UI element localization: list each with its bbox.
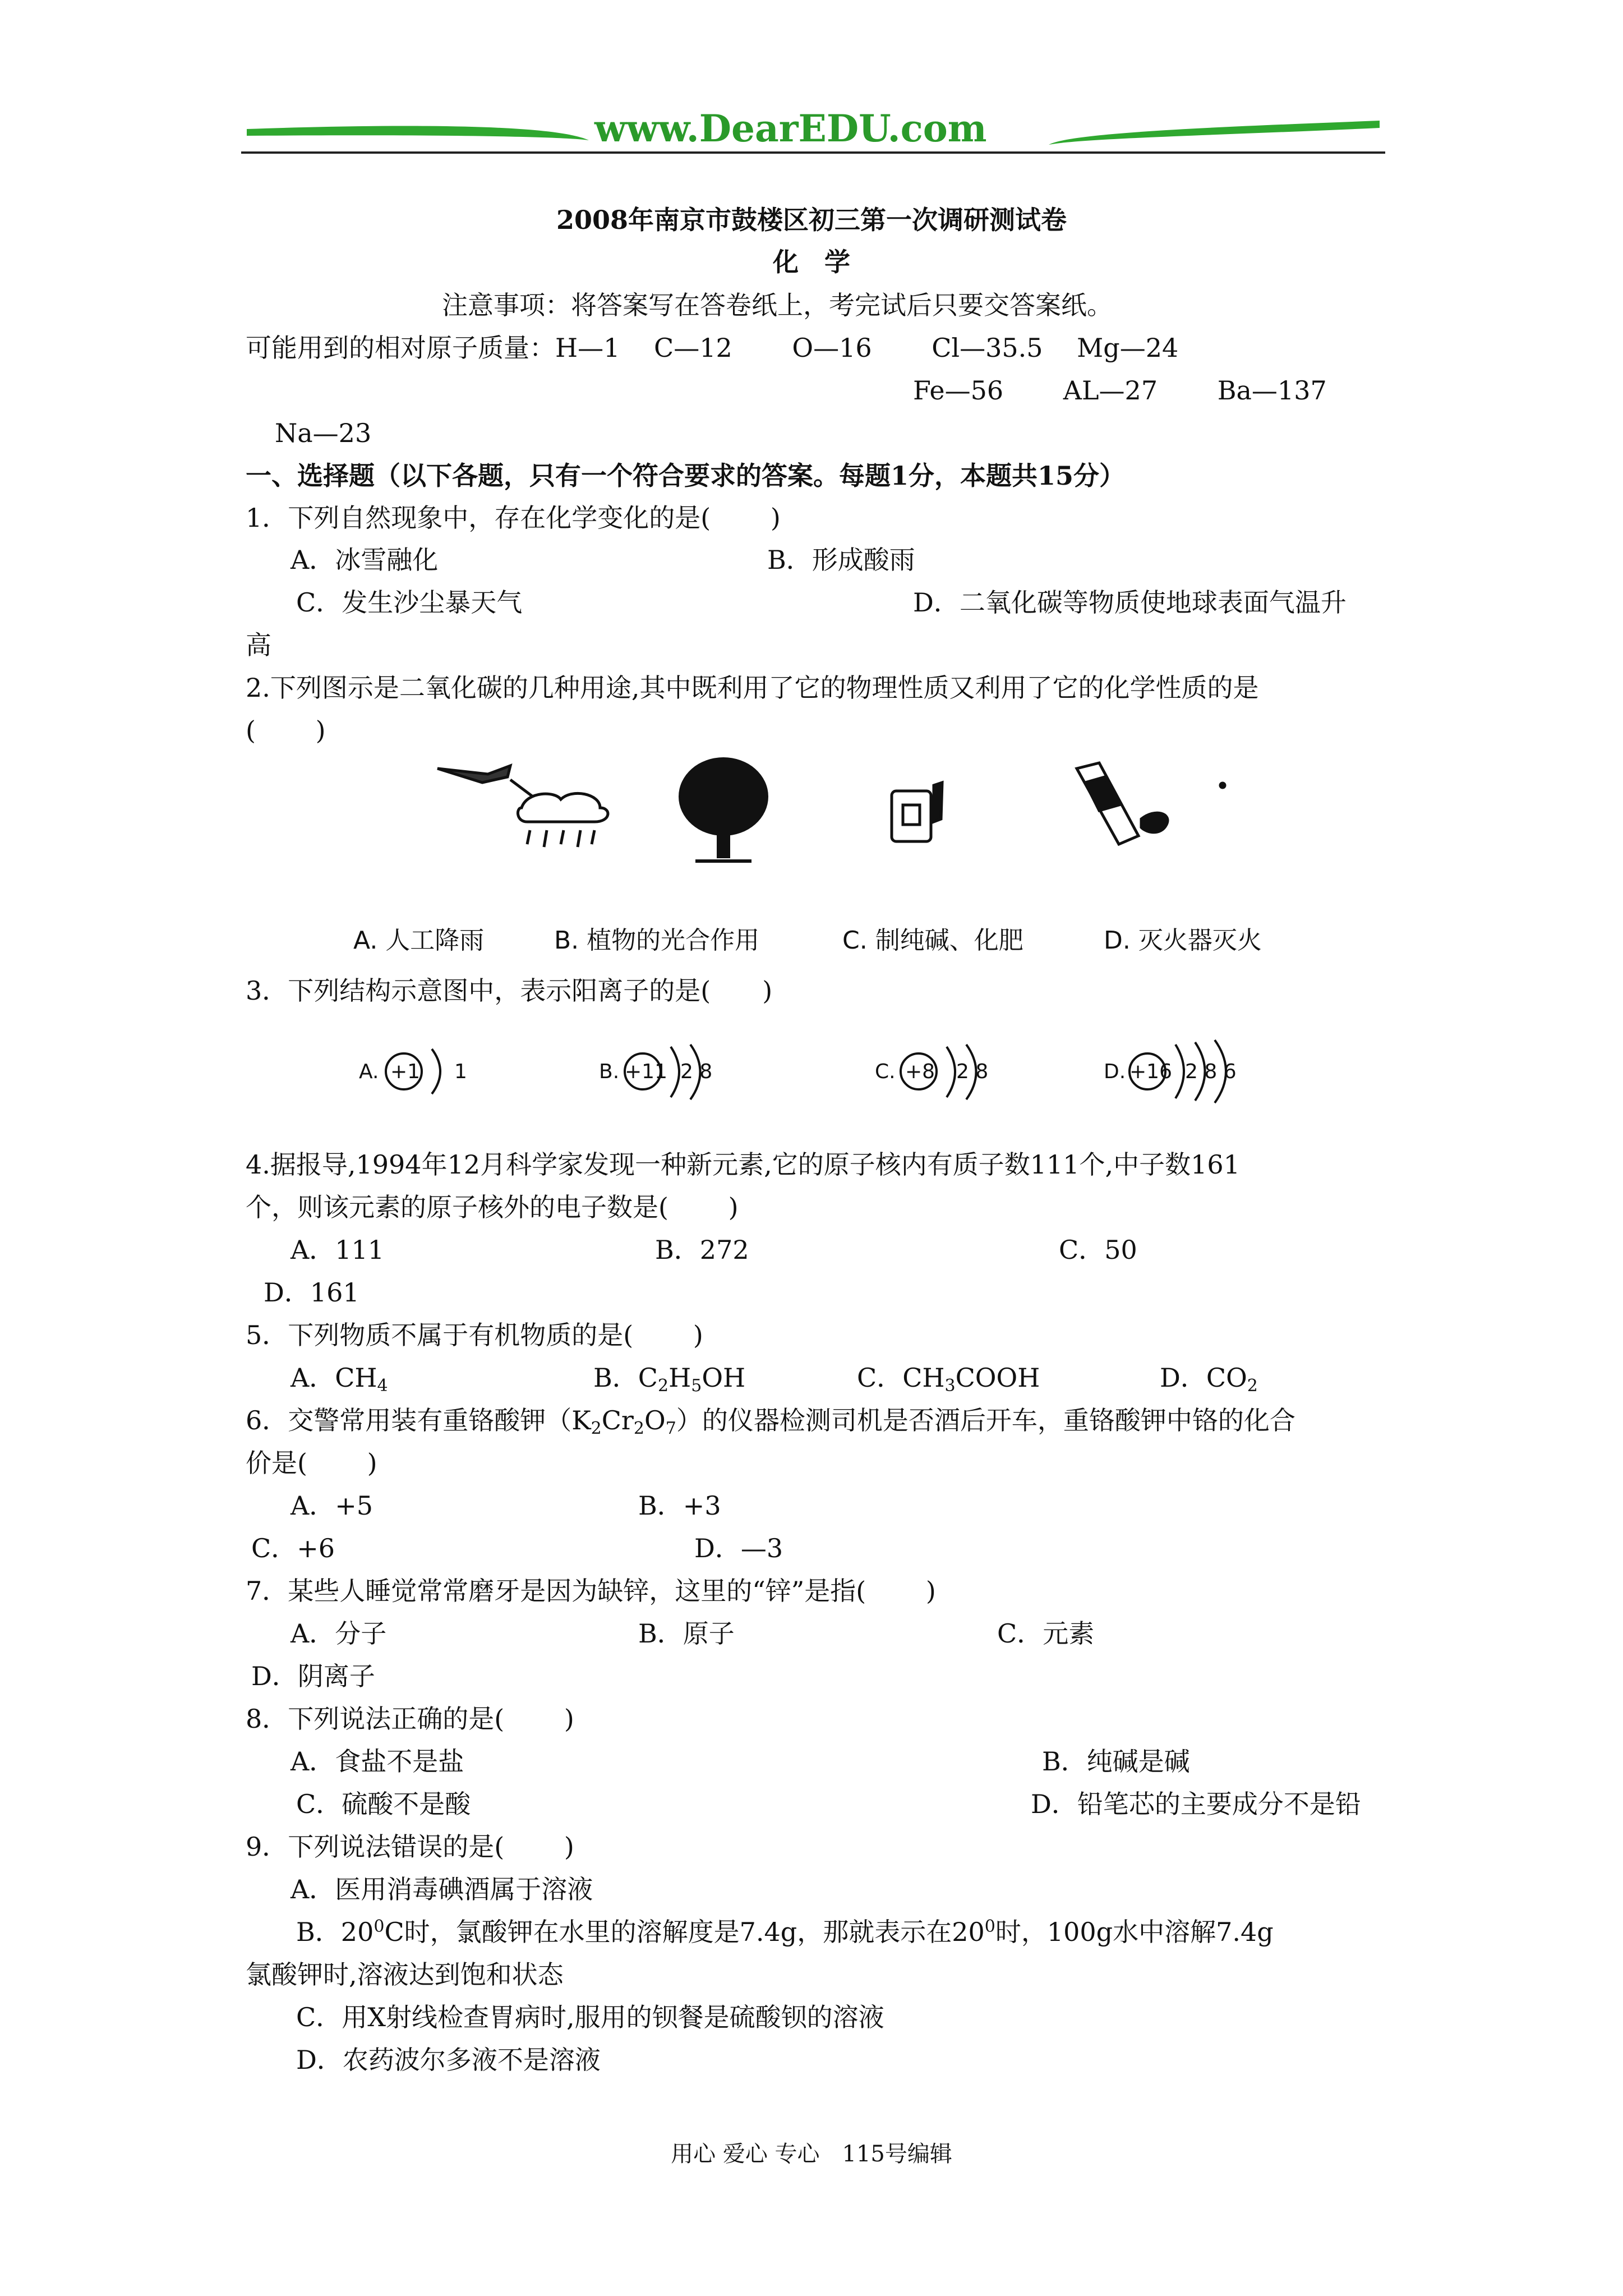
q3-diagram-c-shells: 2 8	[956, 1060, 989, 1083]
q6-mid1: Cr	[601, 1405, 634, 1435]
q6-stem-cont: 价是( )	[246, 1448, 377, 1478]
q5-c-sub: 3	[944, 1376, 956, 1396]
q6-stem-pre: 6．交警常用装有重铬酸钾（K	[246, 1405, 591, 1435]
q2-stem-cont: ( )	[246, 715, 326, 746]
q2-illustrations	[426, 752, 1245, 869]
q5-d-sub: 2	[1247, 1376, 1258, 1396]
tree-icon	[679, 757, 768, 861]
q5-a-text: A．CH	[291, 1363, 377, 1393]
header-logo	[241, 101, 1385, 163]
q5-option-a	[291, 1361, 388, 1395]
q1-option-c: C．发生沙尘暴天气	[296, 587, 523, 618]
q9-option-d: D．农药波尔多液不是溶液	[296, 2045, 601, 2075]
fertilizer-bag-icon	[892, 783, 942, 841]
fire-extinguisher-icon	[1077, 763, 1225, 844]
q3-diagram-b	[599, 1038, 767, 1105]
q9-b-mid: C时，氯酸钾在水里的溶解度是7.4g，那就表示在20	[384, 1917, 985, 1947]
q2-stem: 2.下列图示是二氧化碳的几种用途,其中既利用了它的物理性质又利用了它的化学性质的是	[246, 673, 1259, 703]
q3-diagram-c-letter: C.	[875, 1060, 896, 1083]
q6-sub2: 2	[633, 1419, 645, 1438]
q6-stem	[246, 1404, 1295, 1437]
q6-option-a: A．+5	[291, 1490, 374, 1521]
page-title: 2008年南京市鼓楼区初三第一次调研测试卷	[556, 205, 1067, 235]
q3-diagram-c	[875, 1038, 1043, 1105]
logo-text: www.DearEDU.com	[594, 107, 987, 150]
q3-diagram-d-letter: D.	[1104, 1060, 1126, 1083]
q6-stem-post: ）的仪器检测司机是否酒后开车，重铬酸钾中铬的化合	[676, 1405, 1295, 1435]
q1-option-a: A．冰雪融化	[291, 545, 439, 575]
q5-option-c	[857, 1361, 1040, 1395]
q3-diagram-d-shells: 2 8 6	[1185, 1060, 1237, 1083]
q7-option-c: C．元素	[997, 1618, 1095, 1649]
q5-option-b	[593, 1361, 745, 1395]
q9-option-a: A．医用消毒碘酒属于溶液	[291, 1874, 593, 1904]
q9-b-post: 时，100g水中溶解7.4g	[995, 1917, 1274, 1947]
page-footer: 用心 爱心 专心 115号编辑	[671, 2141, 952, 2167]
q3-diagram-b-nucleus: +11	[625, 1060, 667, 1083]
q5-a-sub: 4	[377, 1376, 388, 1396]
q3-diagram-d	[1104, 1038, 1294, 1105]
q3-stem: 3．下列结构示意图中，表示阳离子的是( )	[246, 976, 773, 1006]
q3-diagram-a-letter: A.	[359, 1060, 379, 1083]
q9-option-c: C．用X射线检查胃病时,服用的钡餐是硫酸钡的溶液	[296, 2002, 884, 2032]
q9-b-sup2: 0	[984, 1917, 995, 1936]
atomic-mass-line1: 可能用到的相对原子质量：H—1 C—12 O—16 Cl—35.5 Mg—24	[246, 333, 1179, 363]
q3-diagram-a-shells: 1	[454, 1060, 467, 1083]
q5-b-mid: H	[668, 1363, 691, 1393]
q3-diagram-c-nucleus: +8	[905, 1060, 935, 1083]
q1-stem: 1．下列自然现象中，存在化学变化的是( )	[246, 503, 781, 533]
q5-b-text: B．C	[593, 1363, 658, 1393]
q9-option-b-cont: 氯酸钾时,溶液达到饱和状态	[246, 1959, 564, 1990]
q1-option-d-cont: 高	[246, 630, 271, 660]
q2-option-c: C. 制纯碱、化肥	[842, 926, 1023, 955]
q6-sub1: 2	[591, 1419, 602, 1438]
q3-diagram-b-letter: B.	[599, 1060, 620, 1083]
q8-option-a: A．食盐不是盐	[291, 1746, 464, 1777]
q5-d-text: D．CO	[1160, 1363, 1247, 1393]
q8-option-c: C．硫酸不是酸	[296, 1789, 471, 1819]
q9-stem: 9．下列说法错误的是( )	[246, 1832, 574, 1862]
q9-option-b	[296, 1915, 1274, 1949]
q5-c-post: COOH	[955, 1363, 1040, 1393]
q6-option-d: D．—3	[694, 1533, 783, 1563]
q5-c-text: C．CH	[857, 1363, 945, 1393]
q3-diagram-b-shells: 2 8	[680, 1060, 713, 1083]
shell-arc-icon	[426, 1043, 454, 1099]
q5-b-sub2: 5	[691, 1376, 702, 1396]
section-heading: 一、选择题（以下各题，只有一个符合要求的答案。每题1分，本题共15分）	[246, 461, 1126, 491]
q6-option-b: B．+3	[638, 1490, 721, 1521]
q6-option-c: C．+6	[251, 1533, 335, 1563]
q7-option-d: D．阴离子	[251, 1661, 375, 1691]
subject-title: 化 学	[773, 247, 850, 277]
q8-option-d: D．铅笔芯的主要成分不是铅	[1031, 1789, 1361, 1819]
q4-stem-cont: 个，则该元素的原子核外的电子数是( )	[246, 1192, 739, 1222]
q4-option-c: C．50	[1059, 1235, 1137, 1265]
q7-stem: 7．某些人睡觉常常磨牙是因为缺锌，这里的“锌”是指( )	[246, 1576, 936, 1606]
q3-diagram-a	[359, 1038, 505, 1105]
q4-stem: 4.据报导,1994年12月科学家发现一种新元素,它的原子核内有质子数111个,中子数161	[246, 1149, 1240, 1180]
q7-option-b: B．原子	[638, 1618, 735, 1649]
q2-option-b: B. 植物的光合作用	[554, 926, 760, 955]
q9-b-pre: B．20	[296, 1917, 374, 1947]
q8-option-b: B．纯碱是碱	[1042, 1746, 1190, 1777]
q6-mid2: O	[644, 1405, 666, 1435]
q6-sub3: 7	[665, 1419, 676, 1438]
notice: 注意事项：将答案写在答卷纸上，考完试后只要交答案纸。	[442, 290, 1113, 320]
q3-diagram-d-nucleus: +16	[1129, 1060, 1172, 1083]
q5-option-d	[1160, 1361, 1258, 1395]
q5-b-post: OH	[702, 1363, 746, 1393]
q5-stem: 5．下列物质不属于有机物质的是( )	[246, 1320, 703, 1350]
q2-option-a: A. 人工降雨	[353, 926, 485, 955]
q4-option-b: B．272	[655, 1235, 749, 1265]
q5-b-sub1: 2	[658, 1376, 669, 1396]
q4-option-a: A．111	[291, 1235, 385, 1265]
q9-b-sup1: 0	[374, 1917, 385, 1936]
q2-option-d: D. 灭火器灭火	[1104, 926, 1262, 955]
q8-stem: 8．下列说法正确的是( )	[246, 1704, 574, 1734]
airplane-cloud-icon	[437, 766, 608, 847]
atomic-mass-line2: Fe—56 AL—27 Ba—137	[913, 375, 1327, 406]
q7-option-a: A．分子	[291, 1618, 387, 1649]
q1-option-d: D．二氧化碳等物质使地球表面气温升	[913, 587, 1347, 618]
atomic-mass-line3: Na—23	[275, 418, 372, 448]
q1-option-b: B．形成酸雨	[767, 545, 915, 575]
q4-option-d: D．161	[264, 1277, 359, 1308]
q3-diagram-a-nucleus: +1	[390, 1060, 421, 1083]
